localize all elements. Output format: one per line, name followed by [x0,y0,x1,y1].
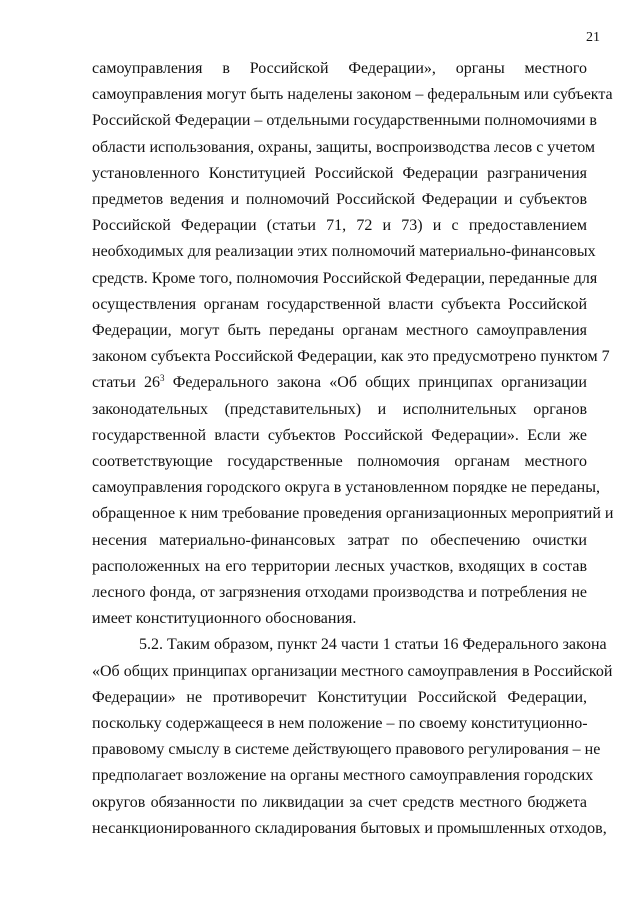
text-line: несения материально-финансовых затрат по обеспечению очистки [92,531,587,549]
text-line: государственной власти субъектов Российской Федерации». Если же [92,426,587,444]
text-line: расположенных на его территории лесных участков, входящих в состав [92,557,587,575]
text-line: лесного фонда, от загрязнения отходами производства и потребления не [92,584,587,602]
text-line: самоуправления городского округа в установленном порядке не переданы, [92,479,600,497]
text-line: средств. Кроме того, полномочия Российской Федерации, переданные для [92,269,598,287]
paragraph-first-line: 5.2. Таким образом, пункт 24 части 1 статьи 16 Федерального закона [139,636,607,654]
text-line: поскольку содержащееся в нем положение – по своему конституционно- [92,715,588,733]
text-line: несанкционированного складирования бытовых и промышленных отходов, [92,819,607,837]
text-line: предметов ведения и полномочий Российской Федерации и субъектов [92,191,587,209]
text-line: законом субъекта Российской Федерации, как это предусмотрено пунктом 7 [92,348,610,366]
text-line: правовому смыслу в системе действующего правового регулирования – не [92,741,601,759]
text-line: соответствующие государственные полномочия органам местного [92,453,587,471]
document-body [92,56,614,842]
text-line: установленного Конституцией Российской Федерации разграничения [92,164,587,182]
text-fragment: статьи 26 [92,374,161,392]
text-line: необходимых для реализации этих полномочий материально-финансовых [92,243,596,261]
text-line: «Об общих принципах организации местного самоуправления в Российской [92,662,613,680]
text-line: Российской Федерации – отдельными государственными полномочиями в [92,112,597,130]
text-line: предполагает возложение на органы местного самоуправления городских [92,767,594,785]
text-line: Российской Федерации (статьи 71, 72 и 73) и с предоставлением [92,217,587,235]
text-line: осуществления органам государственной власти субъекта Российской [92,295,587,313]
text-fragment: Федерального закона «Об общих принципах организации [164,374,587,392]
text-line: Федерации» не противоречит Конституции Российской Федерации, [92,688,587,706]
text-line: самоуправления в Российской Федерации», органы местного [92,60,587,77]
text-line: округов обязанности по ликвидации за счет средств местного бюджета [92,793,587,811]
page-number: 21 [586,30,600,45]
text-line-with-superscript [92,370,587,396]
text-line: обращенное к ним требование проведения организационных мероприятий и [92,505,614,523]
text-line: области использования, охраны, защиты, воспроизводства лесов с учетом [92,138,596,156]
text-line: самоуправления могут быть наделены законом – федеральным или субъекта [92,86,613,104]
superscript: 3 [160,373,165,384]
text-line: имеет конституционного обоснования. [92,610,357,628]
text-line: Федерации, могут быть переданы органам местного самоуправления [92,322,587,340]
text-line: законодательных (представительных) и исполнительных органов [92,400,587,418]
